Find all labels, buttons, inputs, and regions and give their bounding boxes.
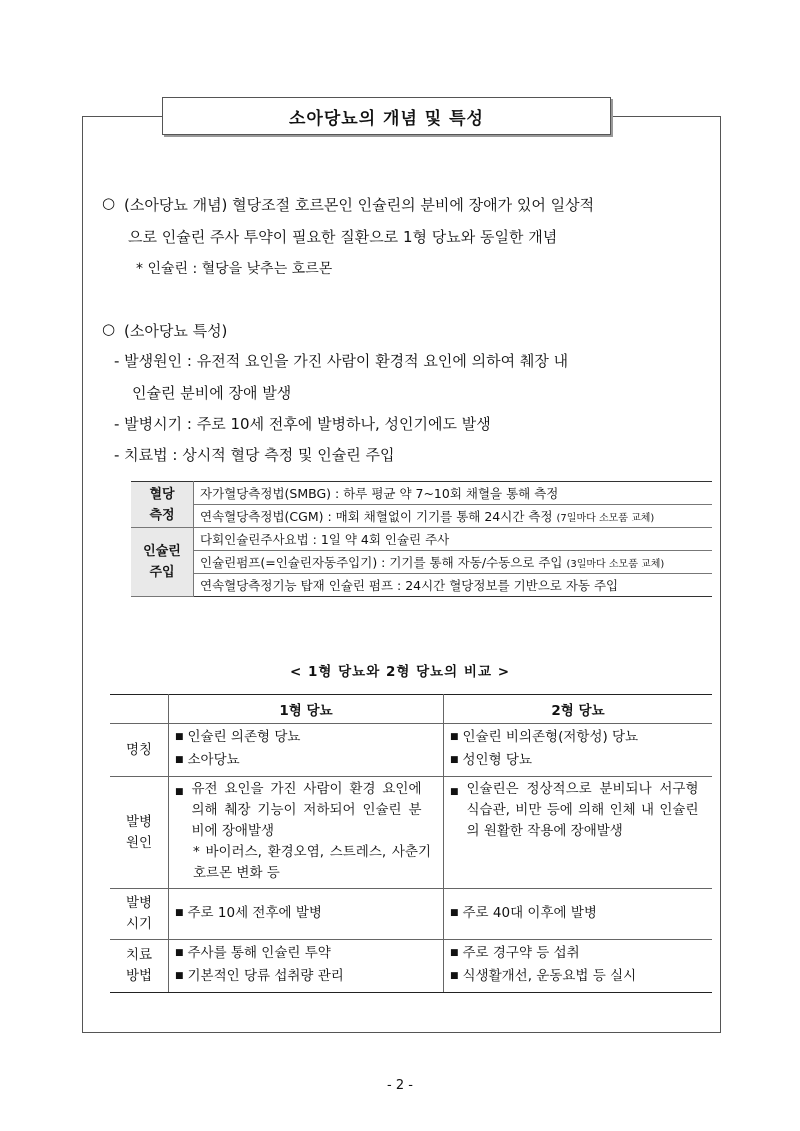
square-bullet-icon: ■ — [175, 971, 184, 981]
method-text: 인슐린펌프(=인슐린자동주입기) : 기기를 통해 자동/수동으로 주입 — [200, 555, 563, 570]
square-bullet-icon: ■ — [450, 907, 459, 918]
item-text: 주로 10세 전후에 발병 — [187, 904, 322, 921]
type1-cell — [169, 724, 444, 777]
method-cell — [194, 482, 713, 505]
method-text: 연속혈당측정기능 탑재 인슐린 펌프 : 24시간 혈당정보를 기반으로 자동 주입 — [200, 578, 619, 593]
method-cell — [194, 528, 713, 551]
list-item — [175, 966, 437, 989]
page-title: 소아당뇨의 개념 및 특성 — [162, 97, 611, 135]
item-text: 인슐린 의존형 당뇨 — [187, 729, 301, 745]
table-row — [131, 505, 712, 528]
square-bullet-icon: ■ — [450, 755, 459, 765]
section1-line2: 으로 인슐린 주사 투약이 필요한 질환으로 1형 당뇨와 동일한 개념 — [128, 228, 558, 246]
method-cell — [194, 505, 713, 528]
list-item — [450, 779, 706, 842]
method-text: 연속혈당측정법(CGM) : 매회 채혈없이 기기를 통해 24시간 측정 — [200, 509, 553, 524]
header-type1: 1형 당뇨 — [169, 695, 444, 724]
section2-item-treatment: - 치료법 : 상시적 혈당 측정 및 인슐린 주입 — [114, 446, 395, 464]
item-text: 주사를 통해 인슐린 투약 — [187, 945, 331, 961]
comparison-table — [110, 694, 712, 993]
method-cell — [194, 551, 713, 574]
item-text: 인슐린은 정상적으로 분비되나 서구형 식습관, 비만 등에 의해 인체 내 인슐린의 원활한 작용에 장애발생 — [466, 781, 699, 839]
section2-item-cause-cont: 인슐린 분비에 장애 발생 — [132, 384, 292, 402]
group-head-line: 주입 — [149, 565, 175, 580]
item-text: 성인형 당뇨 — [462, 752, 533, 768]
method-note: (7일마다 소모품 교체) — [556, 513, 655, 524]
square-bullet-icon: ■ — [450, 732, 459, 742]
comparison-caption: < 1형 당뇨와 2형 당뇨의 비교 > — [289, 664, 511, 680]
list-item — [175, 750, 437, 773]
section2-heading: (소아당뇨 특성) — [124, 322, 228, 340]
list-item — [175, 943, 437, 966]
row-head-text: 명칭 — [125, 741, 153, 758]
item-text: 주로 경구약 등 섭취 — [462, 945, 580, 961]
row-head-onset — [110, 889, 169, 940]
page-number: - 2 - — [387, 1078, 413, 1093]
square-bullet-icon: ■ — [175, 755, 184, 765]
section2-item-cause: - 발생원인 : 유전적 요인을 가진 사람이 환경적 요인에 의하여 췌장 내 — [114, 352, 569, 370]
list-item — [175, 779, 437, 842]
row-head-name — [110, 724, 169, 777]
type1-cell — [169, 777, 444, 889]
group-head-line: 측정 — [149, 507, 175, 523]
list-item — [175, 727, 437, 750]
header-type2: 2형 당뇨 — [444, 695, 713, 724]
table-header-row — [110, 695, 712, 724]
method-cell — [194, 574, 713, 597]
item-text: 인슐린 비의존형(저항성) 당뇨 — [462, 729, 639, 745]
item-text: 식생활개선, 운동요법 등 실시 — [462, 968, 637, 984]
method-note: (3일마다 소모품 교체) — [566, 559, 665, 570]
table-row — [110, 724, 712, 777]
row-head-text: 발병 — [125, 895, 153, 911]
square-bullet-icon: ■ — [450, 787, 459, 797]
section1-line1: (소아당뇨 개념) 혈당조절 호르몬인 인슐린의 분비에 장애가 있어 일상적 — [124, 196, 595, 214]
item-text: 주로 40대 이후에 발병 — [462, 904, 597, 921]
list-item — [175, 903, 437, 926]
method-text: 자가혈당측정법(SMBG) : 하루 평균 약 7~10회 채혈을 통해 측정 — [200, 486, 559, 501]
item-note: * 바이러스, 환경오염, 스트레스, 사춘기 호르몬 변화 등 — [193, 844, 431, 881]
row-head-text: 원인 — [125, 834, 153, 851]
type1-cell — [169, 940, 444, 993]
type2-cell — [444, 940, 713, 993]
row-head-treatment — [110, 940, 169, 993]
row-head-cause — [110, 777, 169, 889]
header-empty — [110, 695, 169, 724]
list-item — [450, 750, 706, 773]
table-row — [110, 777, 712, 889]
type2-cell — [444, 777, 713, 889]
type2-cell — [444, 724, 713, 777]
group-head-insulin — [131, 528, 194, 597]
section2-item-onset: - 발병시기 : 주로 10세 전후에 발병하나, 성인기에도 발생 — [114, 415, 491, 433]
item-text: 기본적인 당류 섭취량 관리 — [187, 968, 344, 984]
group-head-line: 혈당 — [149, 486, 175, 502]
group-head-line: 인슐린 — [143, 544, 181, 559]
row-head-text: 치료 — [125, 947, 153, 963]
square-bullet-icon: ■ — [175, 948, 184, 958]
row-head-text: 발병 — [125, 813, 153, 830]
item-text: 유전 요인을 가진 사람이 환경 요인에 의해 췌장 기능이 저하되어 인슐린 분비에 장애발생 — [191, 781, 422, 839]
section1-note: * 인슐린 : 혈당을 낮추는 호르몬 — [136, 261, 333, 277]
table-row — [110, 889, 712, 940]
table-row — [131, 528, 712, 551]
method-text: 다회인슐린주사요법 : 1일 약 4회 인슐린 주사 — [200, 532, 450, 547]
list-item — [450, 727, 706, 750]
row-head-text: 시기 — [125, 916, 153, 932]
square-bullet-icon: ■ — [450, 948, 459, 958]
table-row — [131, 551, 712, 574]
type1-cell — [169, 889, 444, 940]
square-bullet-icon: ■ — [175, 732, 184, 742]
section1-bullet: ○ — [102, 194, 116, 212]
list-item — [450, 966, 706, 989]
methods-table — [131, 481, 712, 597]
table-row — [131, 482, 712, 505]
item-text: 소아당뇨 — [187, 752, 240, 768]
list-item — [450, 903, 706, 926]
list-item — [450, 943, 706, 966]
table-row — [110, 940, 712, 993]
square-bullet-icon: ■ — [175, 907, 184, 918]
row-head-text: 방법 — [125, 968, 153, 984]
type2-cell — [444, 889, 713, 940]
table-row — [131, 574, 712, 597]
square-bullet-icon: ■ — [175, 787, 184, 797]
group-head-glucose — [131, 482, 194, 528]
section2-bullet: ○ — [102, 320, 116, 338]
square-bullet-icon: ■ — [450, 971, 459, 981]
